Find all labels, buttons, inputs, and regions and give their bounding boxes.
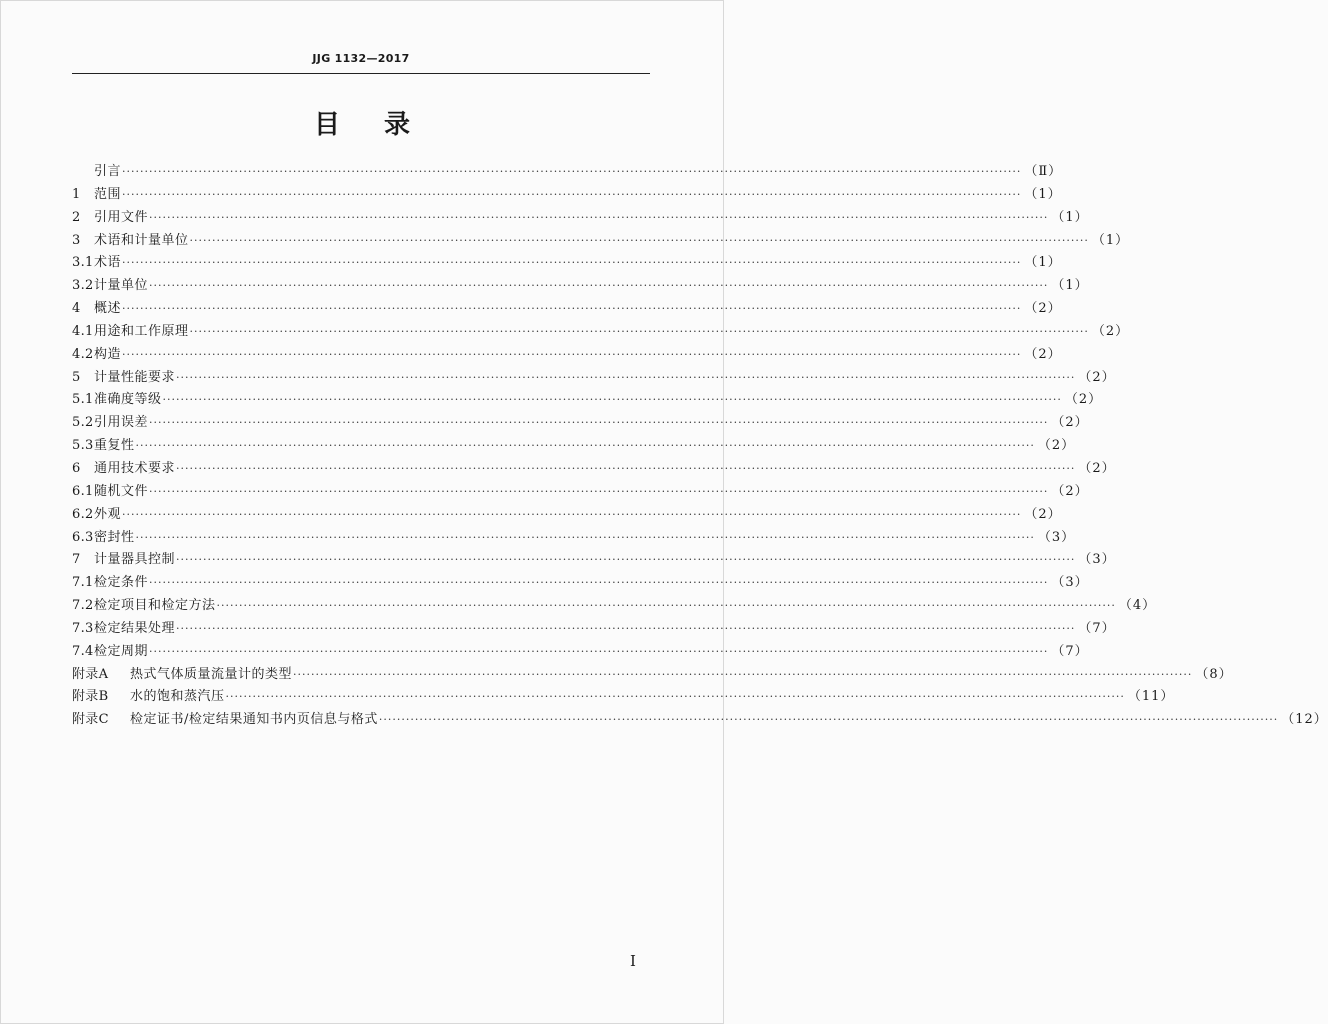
- toc-entry[interactable]: [72, 664, 1233, 687]
- toc-entry-page: （2）: [1051, 483, 1089, 499]
- toc-entry[interactable]: [72, 641, 1089, 664]
- toc-entry-label: [72, 230, 190, 253]
- toc-entry-title: 计量性能要求: [94, 369, 176, 385]
- toc-leader-dots: ········································································································································································································: [135, 530, 1035, 544]
- toc-entry-title: 计量单位: [94, 278, 149, 294]
- toc-entry[interactable]: [72, 252, 1062, 275]
- toc-entry[interactable]: [72, 709, 1328, 732]
- toc-entry-page: （2）: [1024, 506, 1062, 522]
- toc-entry-label: [72, 641, 149, 664]
- toc-entry-number: 5.2: [72, 415, 94, 431]
- toc-entry-label: [72, 709, 379, 732]
- toc-leader-dots: ········································································································································································································: [122, 165, 1022, 178]
- toc-entry-page: （1）: [1024, 255, 1062, 271]
- toc-entry-label: [72, 549, 176, 572]
- toc-entry-number: 附录B: [72, 689, 109, 705]
- toc-entry[interactable]: [72, 230, 1130, 253]
- toc-entry-number: 3.1: [72, 255, 94, 271]
- toc-leader-dots: ········································································································································································································: [122, 302, 1022, 316]
- toc-entry-label: [72, 389, 163, 412]
- toc-entry-page: （2）: [1064, 392, 1103, 408]
- toc-entry-page: （7）: [1078, 620, 1116, 636]
- toc-entry[interactable]: [72, 161, 1063, 184]
- toc-entry-label: [72, 527, 136, 550]
- toc-entry-page: （8）: [1195, 666, 1233, 682]
- toc-entry-title: 引言: [94, 164, 122, 179]
- toc-entry-title: 检定周期: [94, 643, 149, 659]
- table-of-contents: [72, 161, 1328, 732]
- toc-entry-number: 3: [72, 232, 81, 248]
- toc-entry[interactable]: [72, 412, 1089, 435]
- toc-entry-page: （12）: [1281, 712, 1328, 728]
- toc-entry-title: 检定证书/检定结果通知书内页信息与格式: [130, 712, 378, 728]
- toc-entry[interactable]: [72, 527, 1076, 550]
- toc-leader-dots: ········································································································································································································: [189, 233, 1089, 247]
- toc-entry-title: 术语和计量单位: [94, 232, 189, 248]
- toc-entry-number: 6.1: [72, 483, 94, 499]
- toc-leader-dots: ········································································································································································································: [293, 667, 1193, 681]
- toc-entry[interactable]: [72, 344, 1062, 367]
- toc-entry-number: 4.2: [72, 346, 94, 362]
- toc-entry-title: 热式气体质量流量计的类型: [130, 666, 293, 682]
- toc-entry[interactable]: [72, 184, 1062, 207]
- toc-entry-title: 检定条件: [94, 575, 149, 591]
- toc-entry-number: 5.3: [72, 438, 94, 454]
- toc-entry-number: 7.3: [72, 620, 94, 636]
- toc-leader-dots: ········································································································································································································: [149, 416, 1049, 430]
- toc-entry-title: 引用误差: [94, 415, 149, 431]
- toc-entry-label: [72, 458, 176, 481]
- toc-entry-label: [72, 184, 122, 207]
- toc-entry-page: （1）: [1091, 232, 1130, 248]
- toc-entry[interactable]: [72, 458, 1116, 481]
- toc-entry-title: 准确度等级: [94, 392, 162, 408]
- toc-entry-title: 构造: [94, 346, 122, 362]
- page-title: 目录: [313, 110, 454, 140]
- toc-leader-dots: ········································································································································································································: [149, 644, 1049, 658]
- toc-leader-dots: ········································································································································································································: [149, 484, 1049, 498]
- toc-entry-page: （2）: [1024, 346, 1062, 362]
- toc-entry-page: （1）: [1024, 186, 1062, 202]
- toc-entry-label: [72, 686, 226, 709]
- toc-entry-number: 4: [72, 301, 81, 317]
- toc-entry-title: 引用文件: [94, 209, 149, 225]
- toc-entry-page: （3）: [1078, 552, 1116, 568]
- toc-entry-title: 密封性: [94, 529, 135, 545]
- toc-leader-dots: ········································································································································································································: [216, 599, 1116, 613]
- toc-entry-page: （2）: [1037, 438, 1076, 454]
- toc-entry-title: 水的饱和蒸汽压: [130, 689, 225, 705]
- toc-entry-label: [72, 618, 176, 641]
- toc-entry-page: （2）: [1051, 415, 1089, 431]
- toc-entry-label: [72, 481, 149, 504]
- toc-entry[interactable]: [72, 367, 1116, 390]
- toc-entry-label: [72, 412, 149, 435]
- toc-entry[interactable]: [72, 389, 1103, 412]
- toc-entry[interactable]: [72, 504, 1062, 527]
- toc-entry-title: 外观: [94, 506, 122, 522]
- toc-entry[interactable]: [72, 435, 1076, 458]
- toc-entry[interactable]: [72, 572, 1089, 595]
- toc-entry-number: 3.2: [72, 278, 94, 294]
- toc-entry-title: 检定结果处理: [94, 620, 176, 636]
- toc-leader-dots: ········································································································································································································: [149, 576, 1049, 590]
- toc-entry[interactable]: [72, 298, 1062, 321]
- toc-entry[interactable]: [72, 686, 1175, 709]
- toc-entry-title: 用途和工作原理: [94, 323, 189, 339]
- toc-leader-dots: ········································································································································································································: [135, 439, 1035, 453]
- toc-entry-page: （1）: [1051, 278, 1089, 294]
- header-rule: [72, 73, 650, 74]
- toc-leader-dots: ········································································································································································································: [122, 256, 1022, 270]
- toc-entry[interactable]: [72, 275, 1089, 298]
- toc-entry-number: 6.2: [72, 506, 94, 522]
- toc-leader-dots: ········································································································································································································: [176, 553, 1076, 567]
- toc-entry-title: 术语: [94, 255, 122, 271]
- toc-entry-page: （2）: [1091, 323, 1130, 339]
- toc-entry-label: [72, 664, 293, 687]
- toc-entry-label: [72, 321, 190, 344]
- toc-leader-dots: ········································································································································································································: [189, 324, 1089, 338]
- toc-entry-number: 附录C: [72, 712, 109, 728]
- toc-entry-page: （7）: [1051, 643, 1089, 659]
- toc-entry[interactable]: [72, 481, 1089, 504]
- toc-entry[interactable]: [72, 618, 1116, 641]
- toc-entry-label: [72, 595, 217, 618]
- toc-entry-number: 7: [72, 552, 81, 568]
- toc-entry-number: 7.2: [72, 598, 94, 614]
- toc-entry-number: 5.1: [72, 392, 94, 408]
- toc-entry-page: （2）: [1078, 369, 1116, 385]
- toc-entry-title: 通用技术要求: [94, 460, 176, 476]
- toc-entry-number: 4.1: [72, 323, 94, 339]
- toc-entry[interactable]: [72, 321, 1130, 344]
- toc-entry-title: 范围: [94, 186, 122, 202]
- toc-leader-dots: ········································································································································································································: [176, 370, 1076, 384]
- toc-entry-label: [72, 298, 122, 321]
- toc-entry-label: [72, 161, 122, 184]
- toc-entry-label: [72, 275, 149, 298]
- document-code-header: JJG 1132—2017: [312, 52, 410, 65]
- toc-entry[interactable]: [72, 207, 1089, 230]
- toc-entry-number: 1: [72, 186, 81, 202]
- toc-entry-title: 随机文件: [94, 483, 149, 499]
- toc-entry-label: [72, 207, 149, 230]
- toc-entry-label: [72, 252, 122, 275]
- toc-entry-page: （11）: [1127, 689, 1175, 705]
- toc-entry-label: [72, 367, 176, 390]
- toc-leader-dots: ········································································································································································································: [149, 210, 1049, 224]
- toc-entry-title: 计量器具控制: [94, 552, 176, 568]
- toc-leader-dots: ········································································································································································································: [378, 713, 1279, 727]
- toc-entry-label: [72, 572, 149, 595]
- toc-entry-page: （1）: [1051, 209, 1089, 225]
- toc-leader-dots: ········································································································································································································: [162, 393, 1062, 407]
- toc-entry-number: 6.3: [72, 529, 94, 545]
- toc-entry-title: 概述: [94, 301, 122, 317]
- toc-entry-number: 7.1: [72, 575, 94, 591]
- toc-leader-dots: ········································································································································································································: [122, 187, 1022, 201]
- toc-entry[interactable]: [72, 549, 1116, 572]
- toc-entry-title: 重复性: [94, 438, 135, 454]
- toc-leader-dots: ········································································································································································································: [122, 347, 1022, 361]
- toc-entry-page: （4）: [1118, 598, 1157, 614]
- page-number: I: [630, 952, 636, 970]
- toc-entry-number: 5: [72, 369, 81, 385]
- toc-entry-label: [72, 435, 136, 458]
- toc-entry-number: 6: [72, 460, 81, 476]
- toc-entry-page: （3）: [1037, 529, 1076, 545]
- toc-leader-dots: ········································································································································································································: [122, 507, 1022, 521]
- toc-leader-dots: ········································································································································································································: [225, 690, 1125, 704]
- toc-entry-label: [72, 504, 122, 527]
- toc-entry[interactable]: [72, 595, 1157, 618]
- toc-entry-label: [72, 344, 122, 367]
- toc-leader-dots: ········································································································································································································: [149, 279, 1049, 293]
- toc-entry-page: （2）: [1024, 301, 1062, 317]
- toc-entry-page: （3）: [1051, 575, 1089, 591]
- toc-entry-title: 检定项目和检定方法: [94, 598, 216, 614]
- toc-leader-dots: ········································································································································································································: [176, 461, 1076, 475]
- toc-entry-page: （Ⅱ）: [1024, 164, 1063, 179]
- toc-entry-page: （2）: [1078, 460, 1116, 476]
- toc-leader-dots: ········································································································································································································: [176, 621, 1076, 635]
- toc-entry-number: 附录A: [72, 666, 109, 682]
- toc-entry-number: 7.4: [72, 643, 94, 659]
- toc-entry-number: 2: [72, 209, 81, 225]
